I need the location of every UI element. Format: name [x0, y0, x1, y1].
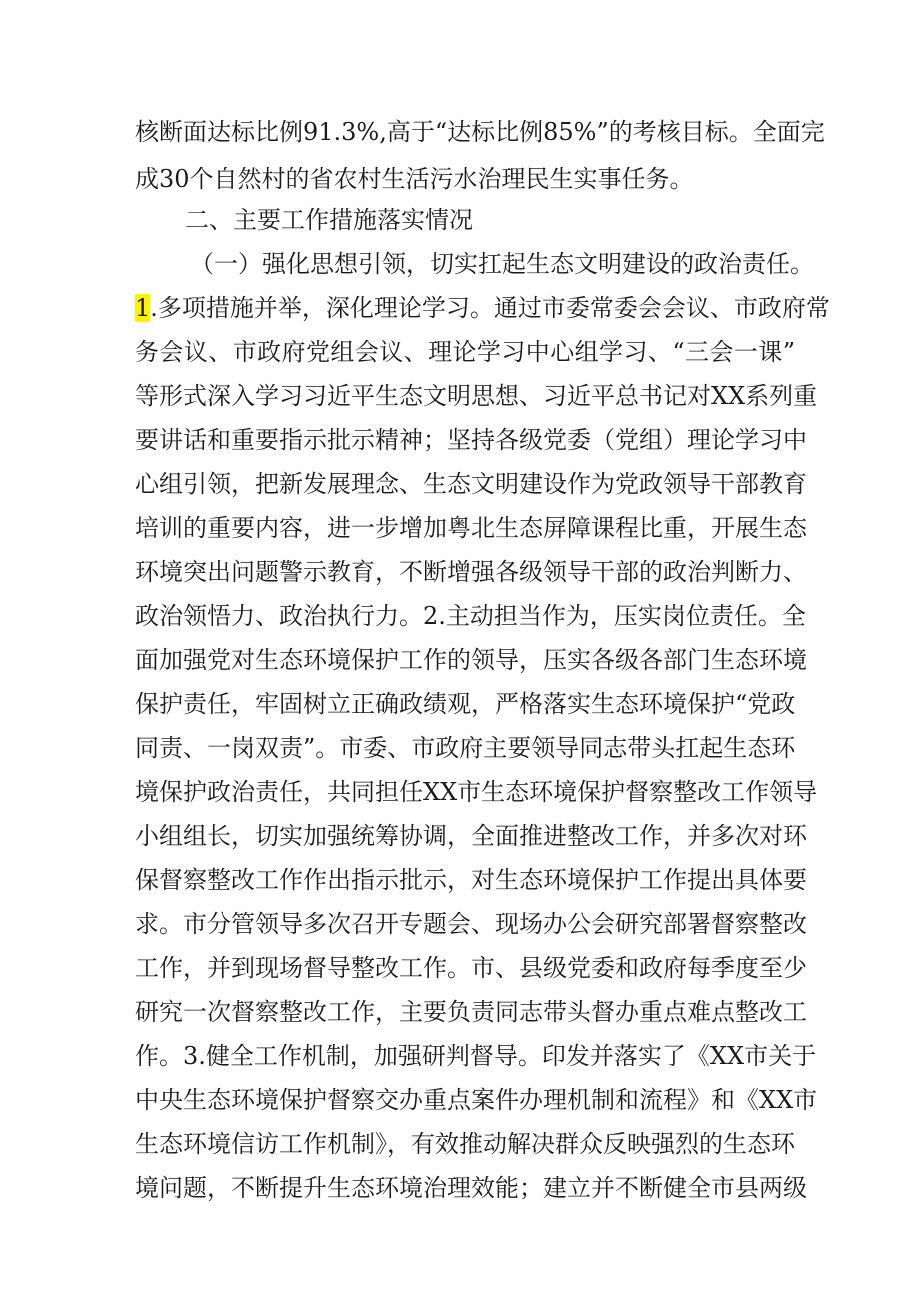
text-line-6: 务会议、市政府党组会议、理论学习中心组学习、“三会一课”: [135, 338, 795, 366]
text-line-11: 环境突出问题警示教育，不断增强各级领导干部的政治判断力、: [135, 558, 807, 586]
text-line-16: 境保护政治责任，共同担任XX市生态环境保护督察整改工作领导: [135, 778, 818, 806]
text-line-5: [135, 288, 830, 328]
text-line-14: 保护责任，牢固树立正确政绩观，严格落实生态环境保护“党政: [135, 690, 796, 718]
text-line-13: 面加强党对生态环境保护工作的领导，压实各级各部门生态环境: [135, 646, 807, 674]
subsection-heading: （一）强化思想引领，切实扛起生态文明建设的政治责任。: [190, 250, 814, 278]
text-line-22: 作。3.健全工作机制，加强研判督导。印发并落实了《XX市关于: [135, 1042, 817, 1070]
text-line-2: 成30个自然村的省农村生活污水治理民生实事任务。: [135, 165, 694, 193]
text-line-12: 政治领悟力、政治执行力。2.主动担当作为，压实岗位责任。全: [135, 602, 806, 630]
text-line-8: 要讲话和重要指示批示精神；坚持各级党委（党组）理论学习中: [135, 426, 807, 454]
text-line-7: 等形式深入学习习近平生态文明思想、习近平总书记对XX系列重: [135, 382, 818, 410]
text-line-20: 工作，并到现场督导整改工作。市、县级党委和政府每季度至少: [135, 954, 807, 982]
text-line-24: 生态环境信访工作机制》，有效推动解决群众反映强烈的生态环: [135, 1130, 795, 1158]
highlighted-number: 1: [135, 294, 151, 322]
text-line-21: 研究一次督察整改工作，主要负责同志带头督办重点难点整改工: [135, 998, 807, 1026]
section-heading: 二、主要工作措施落实情况: [185, 206, 473, 234]
text-line-25: 境问题，不断提升生态环境治理效能；建立并不断健全市县两级: [135, 1174, 807, 1202]
text-line-18: 保督察整改工作作出指示批示，对生态环境保护工作提出具体要: [135, 866, 807, 894]
text-line-15: 同责、一岗双责”。市委、市政府主要领导同志带头扛起生态环: [135, 734, 796, 762]
text-line-19: 求。市分管领导多次召开专题会、现场办公会研究部署督察整改: [135, 910, 807, 938]
text-line-17: 小组组长，切实加强统筹协调，全面推进整改工作，并多次对环: [135, 822, 807, 850]
text-line-23: 中央生态环境保护督察交办重点案件办理机制和流程》和《XX市: [135, 1086, 818, 1114]
text-line-5-rest: .多项措施并举，深化理论学习。通过市委常委会会议、市政府常: [150, 294, 830, 322]
text-line-1: 核断面达标比例91.3%,高于“达标比例85%”的考核目标。全面完: [135, 118, 825, 146]
text-line-10: 培训的重要内容，进一步增加粤北生态屏障课程比重，开展生态: [135, 514, 807, 542]
text-line-9: 心组引领，把新发展理念、生态文明建设作为党政领导干部教育: [135, 470, 807, 498]
